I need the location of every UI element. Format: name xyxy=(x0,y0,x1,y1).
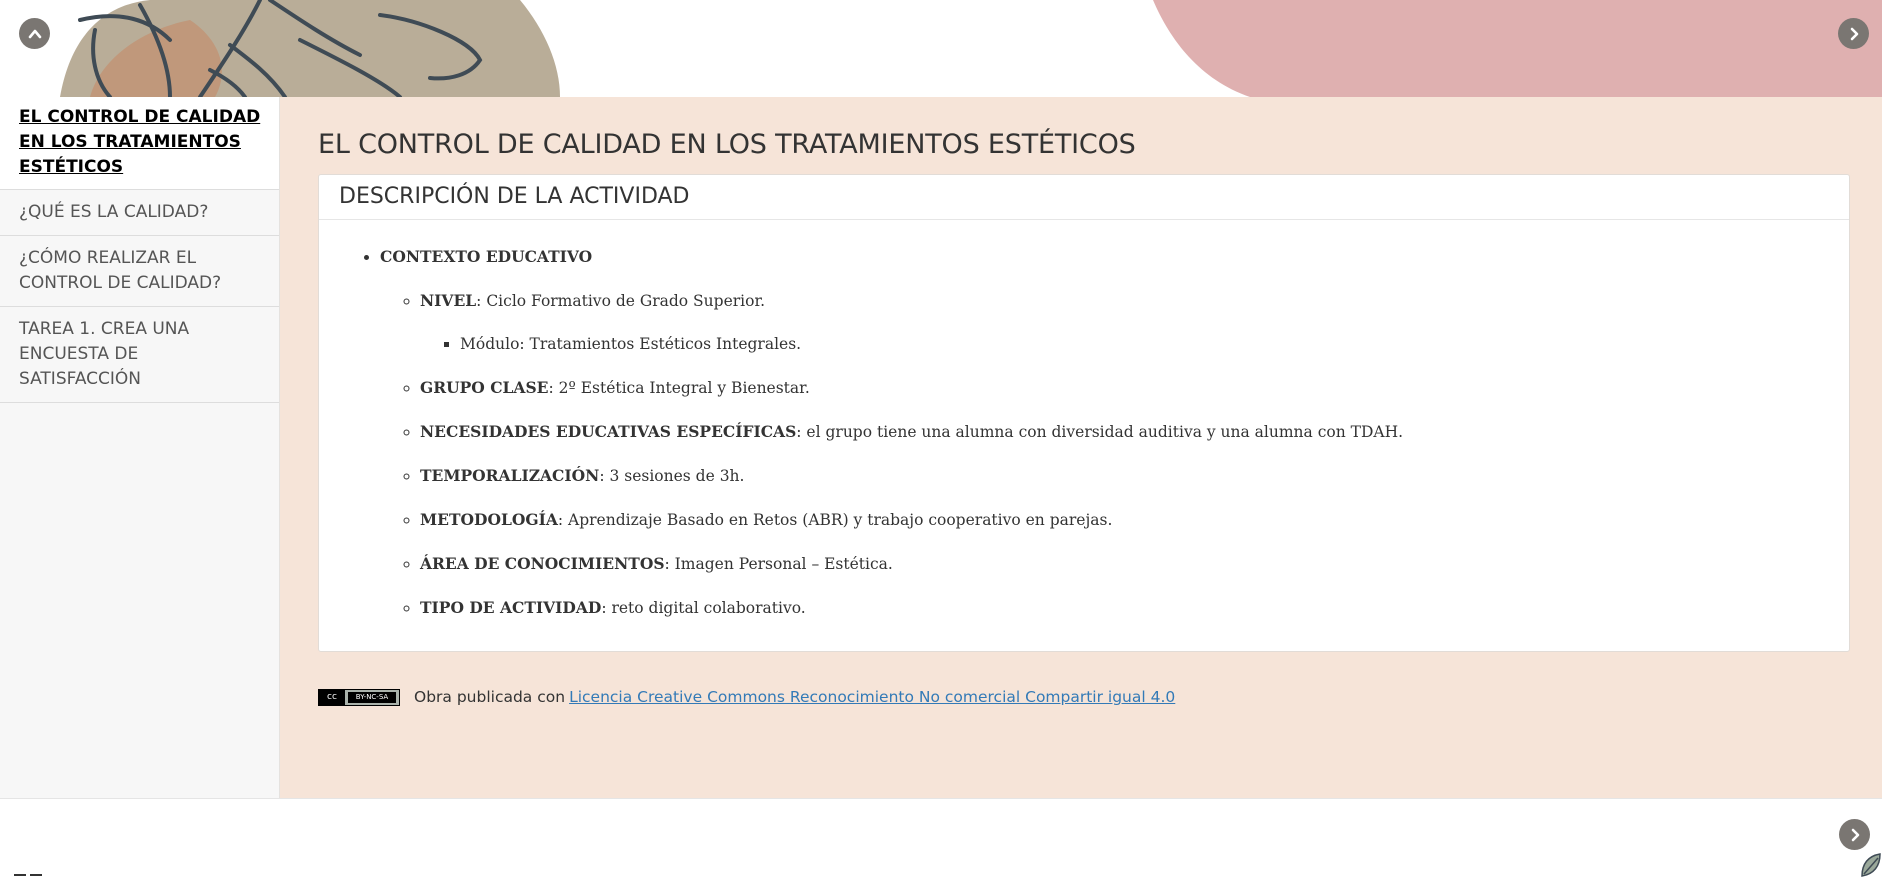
sidebar-item-como-realizar[interactable]: ¿CÓMO REALIZAR EL CONTROL DE CALIDAD? xyxy=(0,236,279,307)
item-key: METODOLOGÍA xyxy=(420,510,558,529)
item-value: : Aprendizaje Basado en Retos (ABR) y trabajo cooperativo en parejas. xyxy=(557,511,1113,529)
item-value: : 2º Estética Integral y Bienestar. xyxy=(548,379,810,397)
license-prefix: Obra publicada con xyxy=(414,688,566,706)
leaf-corner-icon xyxy=(1858,852,1882,878)
header-banner xyxy=(0,0,1882,97)
main-content xyxy=(318,97,1850,652)
item-value: : 3 sesiones de 3h. xyxy=(599,467,745,485)
item-value: : reto digital colaborativo. xyxy=(601,599,806,617)
chevron-right-icon xyxy=(1848,828,1862,842)
list-item xyxy=(420,593,1849,623)
sidebar-item-tarea-1[interactable]: TAREA 1. CREA UNA ENCUESTA DE SATISFACCIÓN xyxy=(0,307,279,403)
decorative-leaf-banner xyxy=(0,0,1882,97)
item-value: : Ciclo Formativo de Grado Superior. xyxy=(476,292,766,310)
item-key: NIVEL xyxy=(420,291,477,310)
nav-up-button[interactable] xyxy=(19,18,50,49)
nav-next-button[interactable] xyxy=(1838,18,1869,49)
item-key: NECESIDADES EDUCATIVAS ESPECÍFICAS xyxy=(420,422,797,441)
chevron-up-icon xyxy=(28,27,42,41)
cc-license-badge[interactable] xyxy=(318,689,400,706)
list-item xyxy=(420,461,1849,491)
item-key: TEMPORALIZACIÓN xyxy=(420,466,600,485)
context-sublist xyxy=(380,286,1849,623)
section-label: CONTEXTO EDUCATIVO xyxy=(380,247,593,266)
card-body xyxy=(319,220,1849,651)
activity-card xyxy=(318,174,1850,652)
sidebar-item-que-es-calidad[interactable]: ¿QUÉ ES LA CALIDAD? xyxy=(0,190,279,236)
sidebar-nav xyxy=(0,97,280,798)
item-key: GRUPO CLASE xyxy=(420,378,549,397)
footer xyxy=(0,798,1882,879)
list-item: ▪ Módulo: Tratamientos Estéticos Integrales. xyxy=(460,330,1849,359)
item-value: : Imagen Personal – Estética. xyxy=(664,555,893,573)
cc-badge-text: BY-NC-SA xyxy=(348,692,396,703)
context-list xyxy=(319,242,1849,623)
level-sublist xyxy=(420,330,1849,359)
page-title: EL CONTROL DE CALIDAD EN LOS TRATAMIENTOS ESTÉTICOS xyxy=(318,129,1136,160)
list-item xyxy=(380,242,1849,623)
license-notice xyxy=(318,688,1175,706)
list-item xyxy=(420,286,1849,359)
list-item xyxy=(420,373,1849,403)
chevron-right-icon xyxy=(1847,27,1861,41)
item-key: ÁREA DE CONOCIMIENTOS xyxy=(420,554,665,573)
item-key: TIPO DE ACTIVIDAD xyxy=(420,598,602,617)
license-link[interactable]: Licencia Creative Commons Reconocimiento No comercial Compartir igual 4.0 xyxy=(569,688,1176,706)
footer-divider-icon xyxy=(14,870,44,878)
list-item xyxy=(420,505,1849,535)
sidebar-item-control-calidad[interactable]: EL CONTROL DE CALIDAD EN LOS TRATAMIENTOS ESTÉTICOS xyxy=(0,97,279,190)
list-item xyxy=(420,417,1849,447)
card-heading: DESCRIPCIÓN DE LA ACTIVIDAD xyxy=(319,175,1849,220)
item-value: : el grupo tiene una alumna con diversidad auditiva y una alumna con TDAH. xyxy=(796,423,1404,441)
footer-next-button[interactable] xyxy=(1839,819,1870,850)
list-item xyxy=(420,549,1849,579)
cc-icon: cc xyxy=(319,690,345,705)
